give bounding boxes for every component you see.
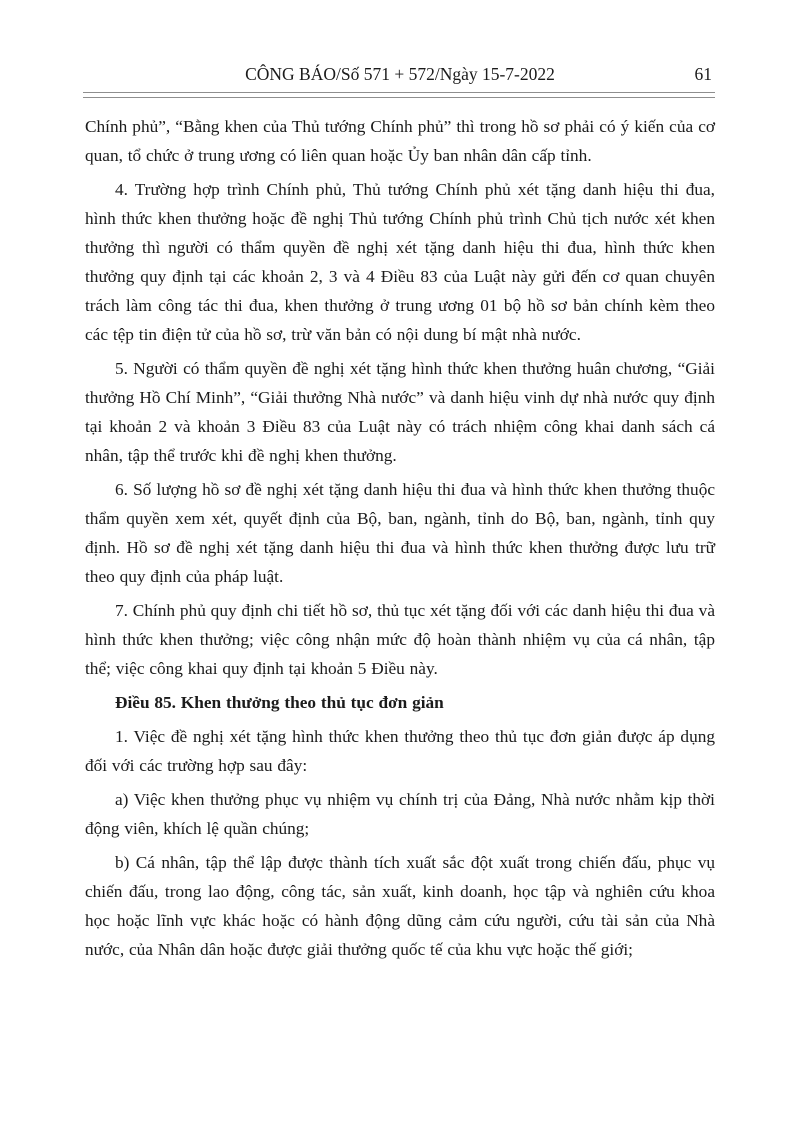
paragraph-clause-1: 1. Việc đề nghị xét tặng hình thức khen thưởng theo thủ tục đơn giản được áp dụng đối với các trường hợp sau đây: [85,727,715,775]
header-title: CÔNG BÁO/Số 571 + 572/Ngày 15-7-2022 [245,64,555,84]
page-header [85,62,715,86]
document-body [85,112,715,964]
paragraph-point-a: a) Việc khen thưởng phục vụ nhiệm vụ chính trị của Đảng, Nhà nước nhằm kịp thời động viên, khích lệ quần chúng; [85,790,715,838]
paragraph-clause-7: 7. Chính phủ quy định chi tiết hồ sơ, thủ tục xét tặng đối với các danh hiệu thi đua và hình thức khen thưởng; việc công nhận mức độ hoàn thành nhiệm vụ của cá nhân, tập thể; việc công khai quy định tại khoản 5 Điều này. [85,601,715,678]
article-85-heading: Điều 85. Khen thưởng theo thủ tục đơn giản [115,693,444,712]
paragraph-clause-6: 6. Số lượng hồ sơ đề nghị xét tặng danh hiệu thi đua và hình thức khen thưởng thuộc thẩm quyền xem xét, quyết định của Bộ, ban, ngành, tỉnh do Bộ, ban, ngành, tỉnh quy định. Hồ sơ đề nghị xét tặng danh hiệu thi đua và hình thức khen thưởng được lưu trữ theo quy định của pháp luật. [85,480,715,586]
header-double-rule [83,92,715,98]
paragraph-clause-4: 4. Trường hợp trình Chính phủ, Thủ tướng Chính phủ xét tặng danh hiệu thi đua, hình thức khen thưởng hoặc đề nghị Thủ tướng Chính phủ trình Chủ tịch nước xét khen thưởng thì người có thẩm quyền đề nghị xét tặng danh hiệu thi đua, hình thức khen thưởng quy định tại các khoản 2, 3 và 4 Điều 83 của Luật này gửi đến cơ quan chuyên trách làm công tác thi đua, khen thưởng ở trung ương 01 bộ hồ sơ bản chính kèm theo các tệp tin điện tử của hồ sơ, trừ văn bản có nội dung bí mật nhà nước. [85,180,715,344]
page-number: 61 [694,64,712,84]
paragraph-point-b: b) Cá nhân, tập thể lập được thành tích xuất sắc đột xuất trong chiến đấu, phục vụ chiến đấu, trong lao động, công tác, sản xuất, kinh doanh, học tập và nghiên cứu khoa học hoặc lĩnh vực khác hoặc có hành động dũng cảm cứu người, cứu tài sản của Nhà nước, của Nhân dân hoặc được giải thưởng quốc tế của khu vực hoặc thế giới; [85,853,715,959]
paragraph-clause-5: 5. Người có thẩm quyền đề nghị xét tặng hình thức khen thưởng huân chương, “Giải thưởng Hồ Chí Minh”, “Giải thưởng Nhà nước” và danh hiệu vinh dự nhà nước quy định tại khoản 2 và khoản 3 Điều 83 của Luật này có trách nhiệm công khai danh sách cá nhân, tập thể trước khi đề nghị khen thưởng. [85,359,715,465]
paragraph-continuation: Chính phủ”, “Bằng khen của Thủ tướng Chính phủ” thì trong hồ sơ phải có ý kiến của cơ quan, tổ chức ở trung ương có liên quan hoặc Ủy ban nhân dân cấp tỉnh. [85,117,715,165]
